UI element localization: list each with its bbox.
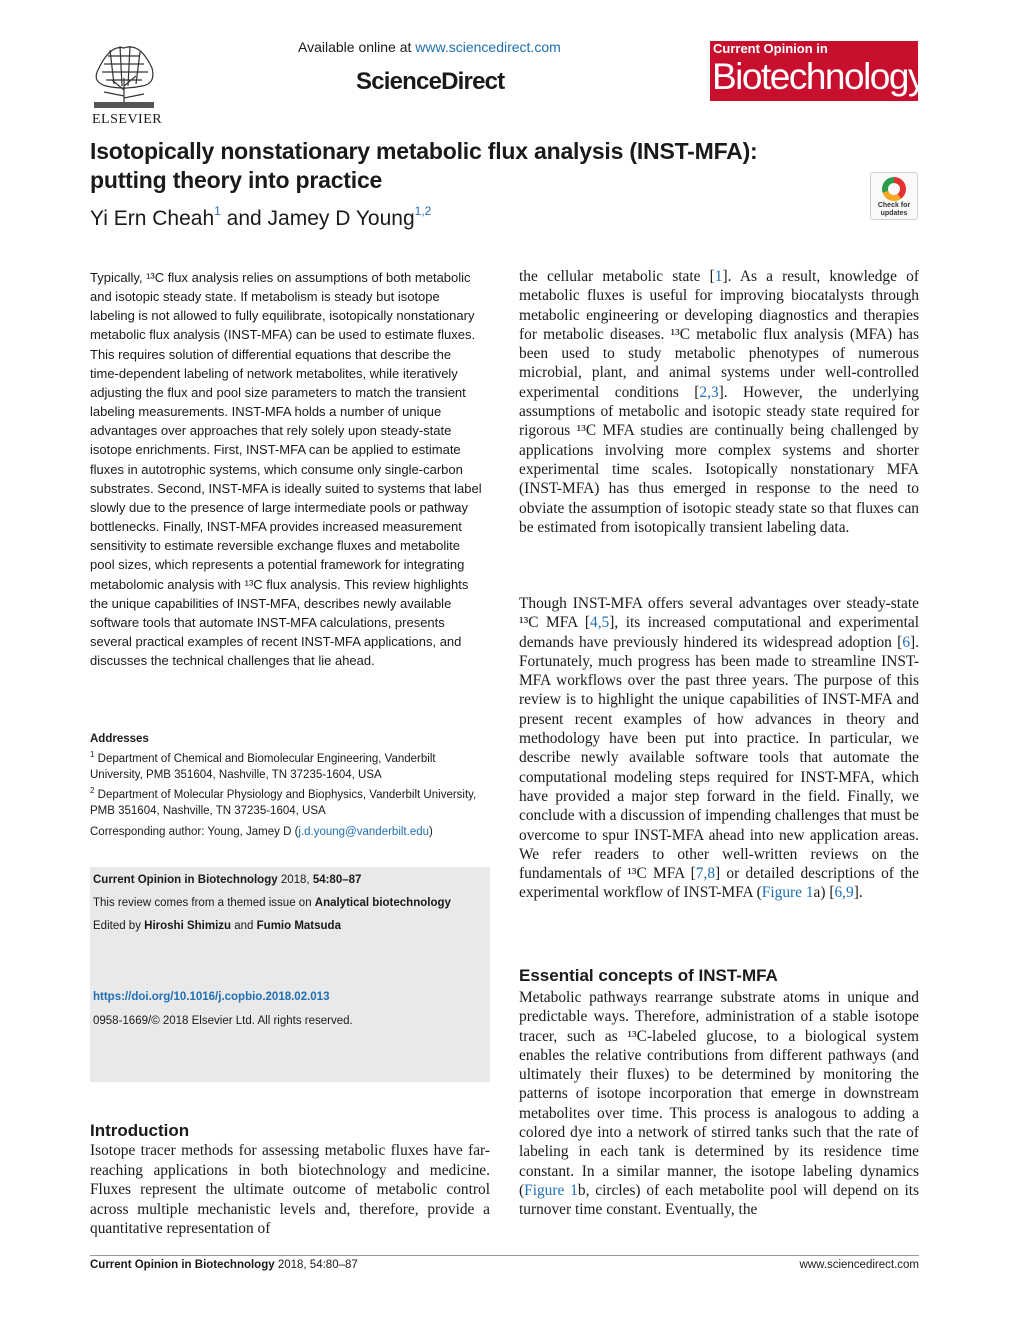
body-paragraph-2: Though INST-MFA offers several advantages over steady-state ¹³C MFA [4,5], its increased computational and experimental demands have previously hindered its widespread adoption [6]. Fortunately, much progress has been made to streamline INST-MFA workflows over the past three years. The purpose of this review is to highlight the unique capabilities of INST-MFA and present recent examples of how advances in theory and methodology have been put into practice. In particular, we describe newly available software tools that automate the computational modeling steps required for INST-MFA, which have provided a major step forward in the field. Finally, we conclude with a discussion of impending challenges that must be overcome to spur INST-MFA ahead into new application areas. We refer readers to other well-written reviews on the fundamentals of ¹³C MFA [7,8] or detailed descriptions of the experimental workflow of INST-MFA (Figure 1a) [6,9]. xyxy=(519,595,919,902)
elsevier-tree-logo xyxy=(90,40,158,110)
editors: Edited by Hiroshi Shimizu and Fumio Matsuda xyxy=(93,920,341,932)
themed-issue: This review comes from a themed issue on Analytical biotechnology xyxy=(93,897,451,909)
address-1: $^1$ Department of Chemical and Biomolecular Engineering, Vanderbilt University, PMB 351604, Nashville, TN 37235-1604, USA xyxy=(90,750,436,781)
figure-link[interactable]: Figure 1 xyxy=(761,884,814,902)
citation-link[interactable]: 4,5 xyxy=(590,614,610,632)
author-name[interactable]: Jamey D Young xyxy=(267,207,415,230)
addresses-heading: Addresses xyxy=(90,733,149,745)
addresses xyxy=(90,731,482,819)
body-paragraph-3: Metabolic pathways rearrange substrate atoms in unique and predictable ways. Therefore, administration of a stable isotope tracer, such as ¹³C-labeled glucose, to a biological system enables the relative contributions from different pathways (and ultimately their fluxes) to be determined by monitoring the patterns of isotope incorporation that emerge in downstream metabolites over time. This process is analogous to adding a colored dye into a network of stirred tanks such that the rate of labeling in each tank is determined by its residence time constant. In a similar manner, the isotope labeling dynamics (Figure 1b, circles) of each metabolite pool will depend on its turnover time constant. Eventually, the xyxy=(519,989,920,1219)
article-info-box xyxy=(90,867,490,1082)
body-paragraph-1: the cellular metabolic state [1]. As a result, knowledge of metabolic fluxes is useful for improving biocatalysts through metabolic engineering or developing diagnostics and therapies for metabolic diseases. ¹³C metabolic flux analysis (MFA) has been used to study metabolic phenotypes of numerous microbial, plant, and animal systems under well-controlled experimental conditions [2,3]. However, the underlying assumptions of metabolic and isotopic steady state required for rigorous ¹³C MFA studies are continually being challenged by applications involving more complex systems and shorter experimental time scales. Isotopically nonstationary MFA (INST-MFA) has thus emerged in response to the need to obviate the assumption of isotopic steady state so that fluxes can be estimated from isotopically transient labeling data. xyxy=(519,268,920,536)
figure-link[interactable]: Figure 1 xyxy=(524,1181,578,1199)
footer-divider xyxy=(90,1255,919,1256)
corresponding-author: Corresponding author: Young, Jamey D (j.d.young@vanderbilt.edu) xyxy=(90,826,433,838)
journal-logo-top: Current Opinion in xyxy=(713,41,828,56)
sciencedirect-link[interactable]: www.sciencedirect.com xyxy=(415,39,561,55)
sciencedirect-wordmark: ScienceDirect xyxy=(356,68,505,95)
article-title: Isotopically nonstationary metabolic flux analysis (INST-MFA): putting theory into practice xyxy=(90,138,758,193)
publisher-wordmark: ELSEVIER xyxy=(92,112,163,127)
copyright: 0958-1669/© 2018 Elsevier Ltd. All rights reserved. xyxy=(93,1015,353,1027)
affiliation-marker[interactable]: 1,2 xyxy=(414,204,432,218)
author-email-link[interactable]: j.d.young@vanderbilt.edu xyxy=(298,826,429,838)
check-updates-label: Check for updates xyxy=(877,202,911,217)
available-online xyxy=(298,39,561,55)
address-2: $^2$ Department of Molecular Physiology and Biophysics, Vanderbilt University, PMB 351604, Nashville, TN 37235-1604, USA xyxy=(90,785,477,817)
author-name[interactable]: Yi Ern Cheah xyxy=(90,207,215,230)
doi-link[interactable]: https://doi.org/10.1016/j.copbio.2018.02.013 xyxy=(93,991,330,1003)
affiliation-marker[interactable]: 1 xyxy=(214,204,221,218)
check-for-updates-button[interactable] xyxy=(870,172,918,220)
crossmark-icon xyxy=(882,177,906,201)
citation-link[interactable]: 1 xyxy=(714,268,723,285)
available-prefix: Available online at xyxy=(298,39,416,55)
journal-citation: Current Opinion in Biotechnology 2018, 54:80–87 xyxy=(93,874,362,886)
footer-citation: Current Opinion in Biotechnology 2018, 54:80–87 xyxy=(90,1259,358,1271)
journal-logo-name: Biotechnology xyxy=(712,56,925,97)
citation-link[interactable]: 6 xyxy=(902,633,911,651)
footer-site-link[interactable]: www.sciencedirect.com xyxy=(799,1259,919,1271)
introduction-heading: Introduction xyxy=(90,1121,190,1140)
introduction-text: Isotope tracer methods for assessing metabolic fluxes have far-reaching applications in both biotechnology and medicine. Fluxes represent the ultimate outcome of metabolic control across multiple mechanistic levels and, therefore, provide a quantitative representation of xyxy=(90,1142,490,1237)
author-conjunction: and xyxy=(220,207,268,230)
author-list xyxy=(90,196,431,234)
citation-link[interactable]: 7,8 xyxy=(695,865,716,883)
section-heading: Essential concepts of INST-MFA xyxy=(519,966,778,985)
abstract-text: Typically, ¹³C flux analysis relies on assumptions of both metabolic and isotopic steady state. If metabolism is steady but isotope labeling is not allowed to fully equilibrate, isotopically nonstationary metabolic flux analysis (INST-MFA) can be used to estimate fluxes. This requires solution of differential equations that describe the time-dependent labeling of network metabolites, while iteratively adjusting the flux and pool size parameters to match the transient labeling measurements. INST-MFA holds a number of unique advantages over approaches that rely solely upon steady-state isotope enrichments. First, INST-MFA can be applied to estimate fluxes in autotrophic systems, which consume only single-carbon substrates. Second, INST-MFA is ideally suited to systems that label slowly due to the presence of large intermediate pools or pathway bottlenecks. Finally, INST-MFA provides increased measurement sensitivity to estimate reversible exchange fluxes and metabolite pool sizes, which represents a potential framework for integrating metabolomic analysis with ¹³C flux analysis. This review highlights the unique capabilities of INST-MFA, describes newly available software tools that automate INST-MFA calculations, presents several practical examples of recent INST-MFA applications, and discusses the technical challenges that lie ahead. xyxy=(90,270,482,669)
citation-link[interactable]: 6,9 xyxy=(834,884,854,902)
citation-link[interactable]: 2,3 xyxy=(699,383,719,401)
journal-logo xyxy=(710,41,925,101)
